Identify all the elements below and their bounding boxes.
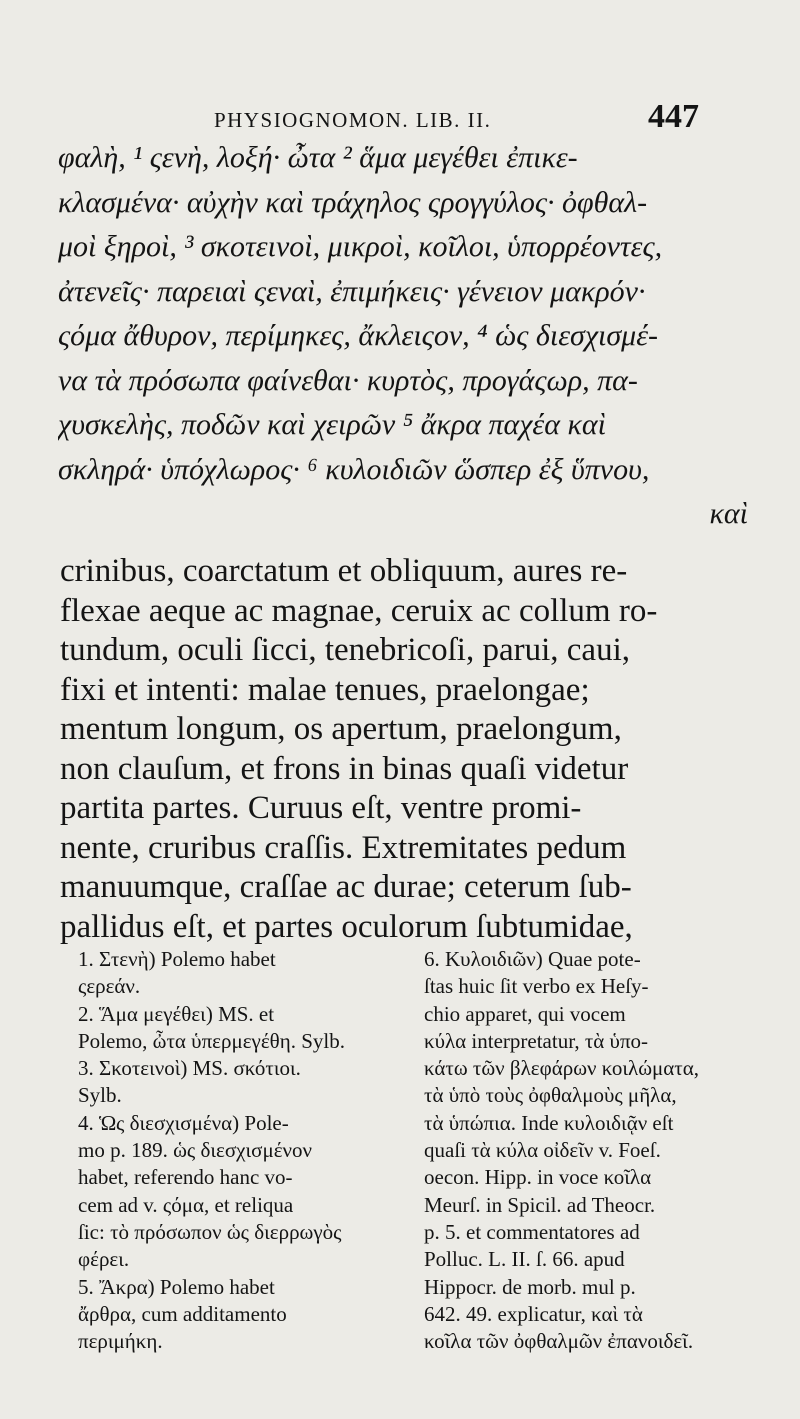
latin-line: tundum, oculi ſicci, tenebricoſi, parui, caui, bbox=[60, 632, 630, 668]
footnote-line: oecon. Hipp. in voce κοῖλα bbox=[424, 1165, 652, 1190]
greek-catchword: καὶ bbox=[709, 497, 748, 530]
footnote-line: chio apparet, qui vocem bbox=[424, 1001, 626, 1026]
footnote-line: τὰ ὑπώπια. Inde κυλοιδιᾷν eſt bbox=[424, 1110, 674, 1135]
footnote-line: κοῖλα τῶν ὀφθαλμῶν ἐπανοιδεῖ. bbox=[424, 1329, 694, 1354]
footnote-line: τὰ ὑπὸ τοὺς ὀφθαλμοὺς μῆλα, bbox=[424, 1083, 677, 1108]
latin-text-block bbox=[60, 552, 750, 947]
latin-line: mentum longum, os apertum, praelongum, bbox=[60, 711, 622, 747]
footnote-line: φέρει. bbox=[78, 1247, 130, 1272]
footnote-line: 2. Ἅμα μεγέθει) MS. et bbox=[78, 1001, 275, 1026]
latin-line: flexae aeque ac magnae, ceruix ac collum ro- bbox=[60, 592, 658, 629]
footnote-line: Polemo, ὦτα ὑπερμεγέθη. Sylb. bbox=[78, 1028, 345, 1053]
greek-line: κλασμένα· αὐχὴν καὶ τράχηλος ςρογγύλος· ὀφθαλ- bbox=[58, 185, 648, 219]
footnote-line: 5. Ἄκρα) Polemo habet bbox=[78, 1274, 275, 1299]
footnote-line: κύλα interpretatur, τὰ ὑπο- bbox=[424, 1028, 649, 1053]
greek-line: να τὰ πρόσωπα φαίνεθαι· κυρτὸς, προγάςωρ, πα- bbox=[58, 363, 638, 397]
latin-line: partita partes. Curuus eſt, ventre promi- bbox=[60, 790, 582, 826]
page-number: 447 bbox=[648, 98, 699, 135]
greek-line: χυσκελὴς, ποδῶν καὶ χειρῶν ⁵ ἄκρα παχέα καὶ bbox=[58, 408, 606, 441]
footnote-line: p. 5. et commentatores ad bbox=[424, 1219, 640, 1244]
footnote-line: Hippocr. de morb. mul p. bbox=[424, 1274, 636, 1299]
footnote-line: περιμήκη. bbox=[78, 1329, 163, 1354]
footnotes-left-column bbox=[78, 946, 408, 1355]
footnote-line: mo p. 189. ὡς διεσχισμένον bbox=[78, 1138, 313, 1163]
latin-line: fixi et intenti: malae tenues, praelongae; bbox=[60, 671, 590, 708]
greek-line: σκληρά· ὑπόχλωρος· ⁶ κυλοιδιῶν ὥσπερ ἐξ ὕπνου, bbox=[58, 452, 650, 486]
greek-line: μοὶ ξηροὶ, ³ σκοτεινοὶ, μικροὶ, κοῖλοι, ὑπορρέοντες, bbox=[58, 230, 663, 263]
footnote-line: Sylb. bbox=[78, 1083, 122, 1108]
greek-line: ἀτενεῖς· παρειαὶ ςεναὶ, ἐπιμήκεις· γένειον μακρόν· bbox=[58, 274, 646, 308]
footnote-line: 642. 49. explicatur, καὶ τὰ bbox=[424, 1301, 643, 1326]
latin-line: manuumque, craſſae ac durae; ceterum ſub- bbox=[60, 869, 632, 905]
footnote-line: ſic: τὸ πρόσωπον ὡς διερρωγὸς bbox=[78, 1219, 342, 1244]
footnote-line: cem ad v. ςόμα, et reliqua bbox=[78, 1192, 294, 1217]
footnote-line: 3. Σκοτεινοὶ) MS. σκότιοι. bbox=[78, 1056, 301, 1081]
footnote-line: Polluc. L. II. ſ. 66. apud bbox=[424, 1247, 625, 1272]
latin-line: non clauſum, et frons in binas quaſi videtur bbox=[60, 750, 629, 787]
footnote-line: 4. Ὡς διεσχισμένα) Pole- bbox=[78, 1110, 289, 1135]
greek-text-block bbox=[58, 136, 748, 537]
greek-line: ςόμα ἄθυρον, περίμηκες, ἄκλειςον, ⁴ ὡς διεσχισμέ- bbox=[58, 319, 659, 352]
greek-line: φαλὴ, ¹ ςενὴ, λοξή· ὦτα ² ἅμα μεγέθει ἐπικε- bbox=[58, 141, 578, 174]
footnote-line: κάτω τῶν βλεφάρων κοιλώματα, bbox=[424, 1056, 699, 1081]
footnote-line: ſtas huic ſit verbo ex Heſy- bbox=[424, 974, 649, 999]
latin-line: pallidus eſt, et partes oculorum ſubtumidae, bbox=[60, 908, 633, 945]
footnote-line: ςερεάν. bbox=[78, 974, 141, 999]
latin-line: nente, cruribus craſſis. Extremitates pedum bbox=[60, 829, 627, 866]
footnote-line: 1. Στενὴ) Polemo habet bbox=[78, 947, 276, 971]
footnote-line: quaſi τὰ κύλα οἰδεῖν v. Foeſ. bbox=[424, 1138, 661, 1163]
footnote-line: Meurſ. in Spicil. ad Theocr. bbox=[424, 1192, 656, 1217]
footnotes-right-column bbox=[424, 946, 774, 1355]
latin-line: crinibus, coarctatum et obliquum, aures re- bbox=[60, 553, 628, 589]
footnote-line: habet, referendo hanc vo- bbox=[78, 1165, 293, 1190]
footnote-line: ἄρθρα, cum additamento bbox=[78, 1301, 287, 1326]
running-header: PHYSIOGNOMON. LIB. II. bbox=[214, 108, 492, 132]
footnote-line: 6. Κυλοιδιῶν) Quae pote- bbox=[424, 947, 641, 971]
